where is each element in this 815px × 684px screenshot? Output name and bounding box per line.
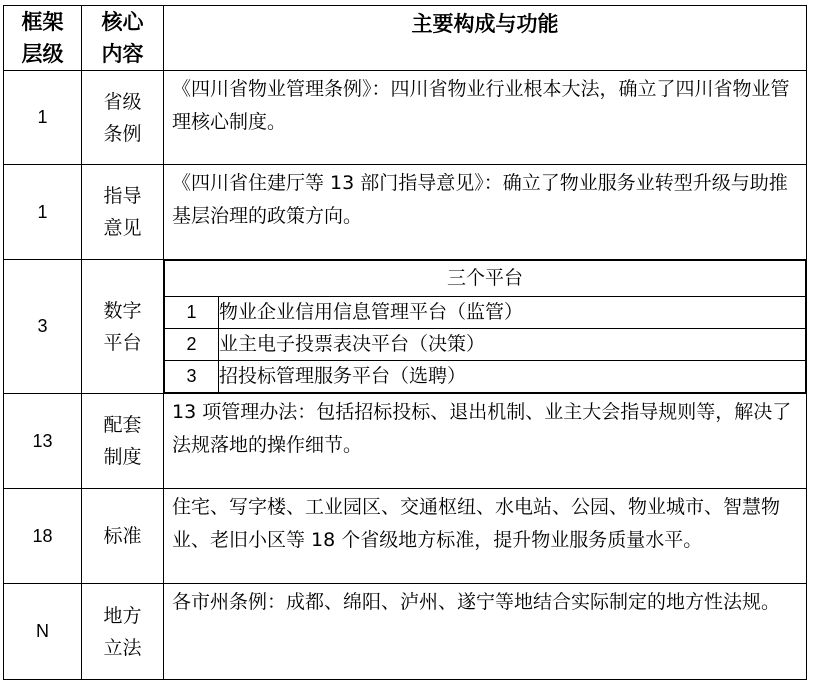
platform-num: 2 xyxy=(165,329,219,361)
core-line: 平台 xyxy=(103,331,142,354)
desc-cell: 13 项管理办法：包括招标投标、退出机制、业主大会指导规则等，解决了法规落地的操作细节。 xyxy=(164,394,807,489)
core-line: 指导 xyxy=(103,185,142,207)
table-row xyxy=(4,165,807,260)
core-cell xyxy=(82,260,164,394)
platform-num: 3 xyxy=(165,361,219,393)
platform-text: 物业企业信用信息管理平台（监管） xyxy=(219,297,806,329)
desc-cell: 住宅、写字楼、工业园区、交通枢纽、水电站、公园、物业城市、智慧物业、老旧小区等 18 个省级地方标准，提升物业服务质量水平。 xyxy=(164,489,807,584)
table-row xyxy=(4,489,807,584)
header-level xyxy=(4,6,82,71)
header-core-line: 核心 xyxy=(101,10,144,34)
platform-row xyxy=(165,297,806,329)
desc-cell: 各市州条例：成都、绵阳、泸州、遂宁等地结合实际制定的地方性法规。 xyxy=(164,584,807,680)
header-row xyxy=(4,6,807,71)
level-cell: N xyxy=(4,584,82,680)
header-core-line: 内容 xyxy=(101,42,144,66)
table-row xyxy=(4,260,807,394)
header-core xyxy=(82,6,164,71)
header-level-line: 框架 xyxy=(21,10,64,34)
header-function: 主要构成与功能 xyxy=(164,6,807,71)
table-row xyxy=(4,584,807,680)
core-cell xyxy=(82,165,164,260)
desc-cell: 《四川省物业管理条例》：四川省物业行业根本大法，确立了四川省物业管理核心制度。 xyxy=(164,71,807,165)
level-cell: 3 xyxy=(4,260,82,394)
platform-row xyxy=(165,361,806,393)
core-line: 配套 xyxy=(103,414,142,436)
core-line: 省级 xyxy=(103,90,142,113)
core-cell xyxy=(82,489,164,584)
platform-text: 招投标管理服务平台（选聘） xyxy=(219,361,806,393)
core-line: 数字 xyxy=(103,299,142,322)
core-line: 标准 xyxy=(103,525,142,547)
platforms-title-row xyxy=(165,261,806,297)
core-line: 立法 xyxy=(103,636,142,659)
desc-cell: 《四川省住建厅等 13 部门指导意见》：确立了物业服务业转型升级与助推基层治理的政策方向。 xyxy=(164,165,807,260)
framework-table xyxy=(3,5,807,680)
core-cell xyxy=(82,584,164,680)
platforms-title: 三个平台 xyxy=(165,261,806,297)
platforms-cell xyxy=(164,260,807,394)
platform-num: 1 xyxy=(165,297,219,329)
core-cell xyxy=(82,394,164,489)
level-cell: 1 xyxy=(4,71,82,165)
table-row xyxy=(4,394,807,489)
level-cell: 1 xyxy=(4,165,82,260)
core-line: 条例 xyxy=(103,122,142,145)
header-level-line: 层级 xyxy=(21,42,64,66)
level-cell: 13 xyxy=(4,394,82,489)
core-line: 地方 xyxy=(103,604,142,627)
platforms-table xyxy=(164,260,806,393)
platform-row xyxy=(165,329,806,361)
core-line: 意见 xyxy=(103,217,142,239)
table-row xyxy=(4,71,807,165)
level-cell: 18 xyxy=(4,489,82,584)
platform-text: 业主电子投票表决平台（决策） xyxy=(219,329,806,361)
core-line: 制度 xyxy=(103,446,142,468)
core-cell xyxy=(82,71,164,165)
